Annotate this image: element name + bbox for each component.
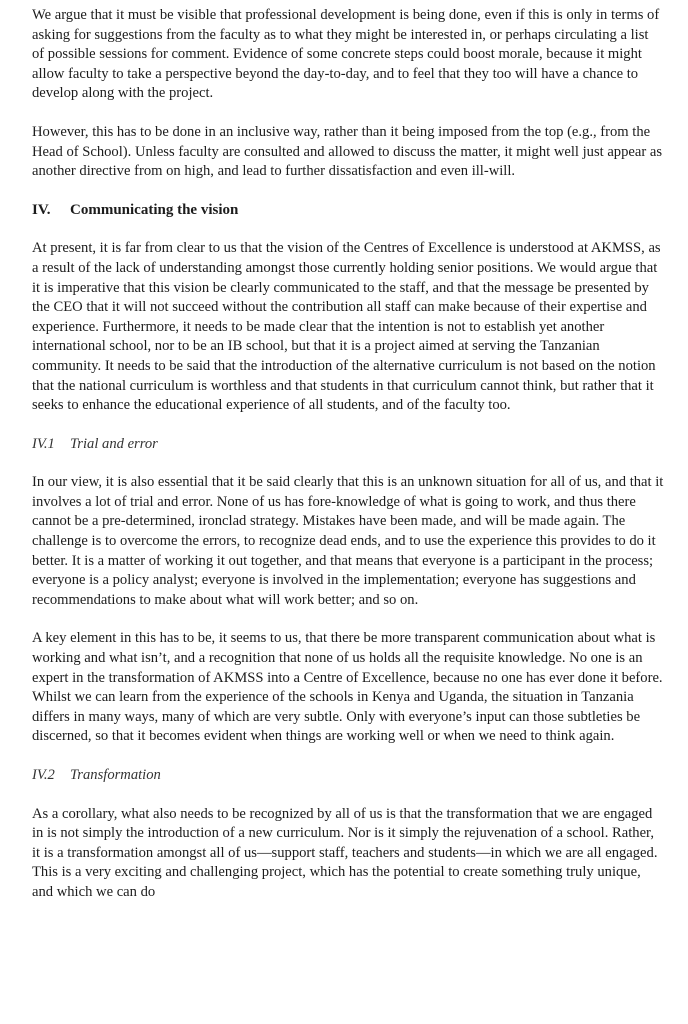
paragraph-inclusive-way: However, this has to be done in an inclusive way, rather than it being imposed from the top (e.g., from the Head of School). Unless faculty are consulted and allowed to discuss the matter, it might well just appear as another directive from on high, and lead to further dissatisfaction and even ill-will. (32, 123, 663, 180)
paragraph-transparent-communication: A key element in this has to be, it seems to us, that there be more transparent communication about what is working and what isn’t, and a recognition that none of us holds all the requisite knowledge. No one is an expert in the transformation of AKMSS into a Centre of Excellence, because no one has ever done it before. Whilst we can learn from the experience of the schools in Kenya and Uganda, the situation in Tanzania differs in many ways, many of which are very subtle. Only with everyone’s input can those subtleties be discerned, so that it becomes evident when things are working well or when we need to think again. (32, 630, 663, 745)
subsection-number: IV.2 (32, 767, 55, 783)
subsection-title: Transformation (70, 767, 161, 783)
paragraph-trial-and-error: In our view, it is also essential that it be said clearly that this is an unknown situation for all of us, and that it involves a lot of trial and error. None of us has fore-knowledge of what is going to work, and thus there cannot be a pre-determined, ironclad strategy. Mistakes have been made, and will be made again. The challenge is to overcome the errors, to recognize dead ends, and to use the experience this provides to do it better. It is a matter of working it out together, and that means that everyone is a participant in the process; everyone is a policy analyst; everyone is involved in the implementation; everyone has suggestions and recommendations to make about what will work better; and so on. (32, 474, 664, 608)
subsection-title: Trial and error (70, 435, 158, 452)
section-heading-communicating-vision (32, 201, 664, 221)
document-page (32, 6, 664, 922)
subsection-number: IV.1 (32, 435, 55, 452)
paragraph-vision: At present, it is far from clear to us that the vision of the Centres of Excellence is understood at AKMSS, as a result of the lack of understanding amongst those currently holding senior positions. We would argue that it is imperative that this vision be clearly communicated to the staff, and that the message be presented by the CEO that it will not succeed without the contribution all staff can make because of their expertise and experience. Furthermore, it needs to be made clear that the intention is not to establish yet another international school, nor to be an IB school, but that it is a project aimed at serving the Tanzanian community. It needs to be said that the introduction of the alternative curriculum is not based on the notion that the national curriculum is worthless and that students in that curriculum cannot think, but rather that it seeks to enhance the educational experience of all students, and of the faculty too. (32, 240, 661, 414)
paragraph-corollary: As a corollary, what also needs to be recognized by all of us is that the transformation that we are engaged in is not simply the introduction of a new curriculum. Nor is it simply the rejuvenation of a school. Rather, it is a transformation amongst all of us—support staff, teachers and students—in which we are all engaged. This is a very exciting and challenging project, which has the potential to create something truly unique, and which we can do (32, 805, 658, 900)
section-number: IV. (32, 201, 51, 218)
section-title: Communicating the vision (70, 201, 239, 218)
subsection-heading-transformation (32, 766, 664, 786)
subsection-heading-trial-and-error (32, 435, 664, 455)
paragraph-professional-development: We argue that it must be visible that professional development is being done, even if this is only in terms of asking for suggestions from the faculty as to what they might be interested in, or perhaps circulating a list of possible sessions for comment. Evidence of some concrete steps could boost morale, because it might allow faculty to take a perspective beyond the day-to-day, and to feel that they too will have a chance to develop along with the project. (32, 7, 660, 102)
